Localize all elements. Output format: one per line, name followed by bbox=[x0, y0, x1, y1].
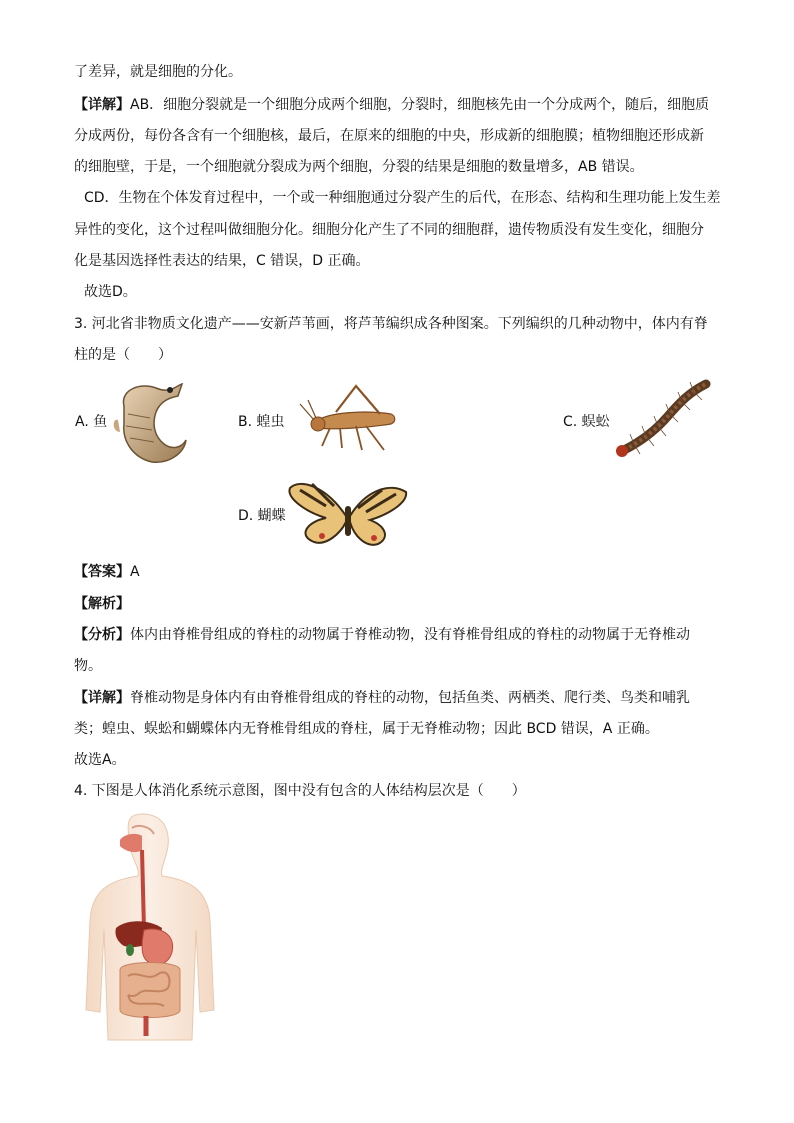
text-line: 物。 bbox=[74, 658, 102, 674]
text-line: 柱的是（ ） bbox=[74, 347, 172, 363]
answer-line bbox=[74, 562, 724, 582]
detail-line-2 bbox=[74, 688, 724, 708]
text-span: 脊椎动物是身体内有由脊椎骨组成的脊柱的动物，包括鱼类、两栖类、爬行类、鸟类和哺乳 bbox=[130, 690, 690, 706]
detail-tag: 【详解】 bbox=[74, 97, 130, 113]
detail-paragraph-line bbox=[74, 95, 724, 115]
locust-image bbox=[296, 382, 406, 457]
text-line: 类；蝗虫、蜈蚣和蝴蝶体内无脊椎骨组成的脊柱，属于无脊椎动物；因此 BCD 错误，A 正确。 bbox=[74, 721, 659, 737]
option-b-label: B. 蝗虫 bbox=[238, 414, 285, 430]
text-line: CD．生物在个体发育过程中，一个或一种细胞通过分裂产生的后代，在形态、结构和生理功能上发生差 bbox=[84, 190, 721, 206]
question-4-line: 4. 下图是人体消化系统示意图，图中没有包含的人体结构层次是（ ） bbox=[74, 783, 526, 799]
analysis-tag: 【解析】 bbox=[74, 596, 130, 612]
text-line: 化是基因选择性表达的结果，C 错误，D 正确。 bbox=[74, 253, 370, 269]
digestive-system-image bbox=[80, 810, 220, 1050]
answer-tag: 【答案】 bbox=[74, 564, 130, 580]
text-line: 故选D。 bbox=[84, 284, 137, 300]
answer-value: A bbox=[130, 564, 140, 580]
option-a-label: A. 鱼 bbox=[75, 414, 108, 430]
option-c-label: C. 蜈蚣 bbox=[563, 414, 610, 430]
fenxi-tag: 【分析】 bbox=[74, 627, 130, 643]
text-line: 异性的变化，这个过程叫做细胞分化。细胞分化产生了不同的细胞群，遗传物质没有发生变化，细胞分 bbox=[74, 222, 704, 238]
question-3-line: 3. 河北省非物质文化遗产——安新芦苇画，将芦苇编织成各种图案。下列编织的几种动物中，体内有脊 bbox=[74, 316, 708, 332]
text-line: 分成两份，每份各含有一个细胞核，最后，在原来的细胞的中央，形成新的细胞膜；植物细胞还形成新 bbox=[74, 128, 704, 144]
centipede-image bbox=[610, 376, 714, 460]
text-line: 了差异，就是细胞的分化。 bbox=[74, 64, 242, 80]
text-span: 体内由脊椎骨组成的脊柱的动物属于脊椎动物，没有脊椎骨组成的脊柱的动物属于无脊椎动 bbox=[130, 627, 690, 643]
option-d-label: D. 蝴蝶 bbox=[238, 508, 286, 524]
text-span: AB．细胞分裂就是一个细胞分成两个细胞，分裂时，细胞核先由一个分成两个，随后，细胞质 bbox=[130, 97, 710, 113]
butterfly-image bbox=[286, 476, 410, 550]
detail-tag: 【详解】 bbox=[74, 690, 130, 706]
fish-image bbox=[110, 378, 190, 468]
text-line: 故选A。 bbox=[74, 752, 126, 768]
text-line: 的细胞壁，于是，一个细胞就分裂成为两个细胞，分裂的结果是细胞的数量增多，AB 错误。 bbox=[74, 159, 644, 175]
analysis-heading bbox=[74, 594, 724, 614]
fenxi-line bbox=[74, 625, 724, 645]
